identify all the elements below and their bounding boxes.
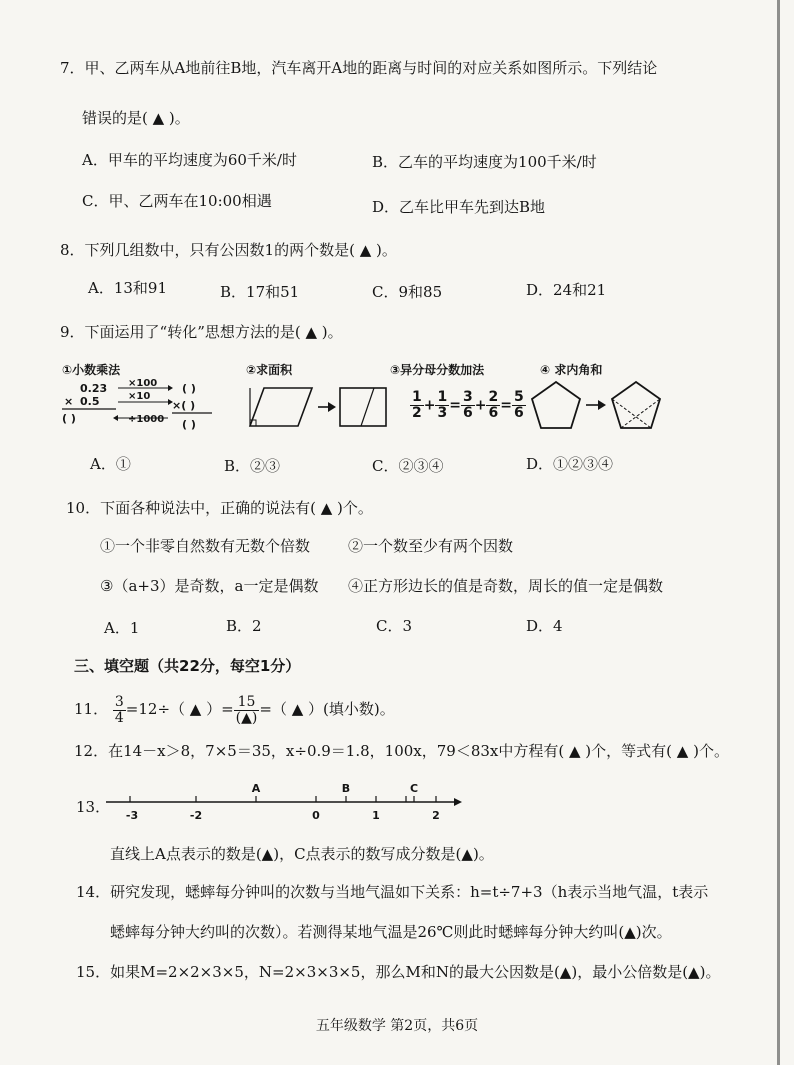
q10-statement-3: ③（a+3）是奇数，a一定是偶数	[100, 577, 319, 595]
q10-statement-2: ②一个数至少有两个因数	[348, 537, 514, 555]
q9-option-c: C．②③④	[372, 457, 444, 475]
q8-option-d: D．24和21	[526, 281, 607, 299]
fig1-top-number: 0.23	[80, 382, 108, 395]
q10-statement-4: ④正方形边长的值是奇数，周长的值一定是偶数	[348, 577, 664, 595]
q8-option-a: A．13和91	[88, 279, 168, 297]
fig1-right-blank1: ( )	[182, 382, 196, 395]
q9-figure3-fraction-sum: $\frac{1}{2}$ + $\frac{1}{3}$ = $\frac{3}{6}$ + $\frac{2}{6}$ = $\frac{5}{6}$	[412, 389, 524, 421]
q7-option-b: B．乙车的平均速度为100千米/时	[372, 153, 597, 171]
q9-option-b: B．②③	[224, 457, 281, 475]
q9-stem: 9．下面运用了“转化”思想方法的是( ▲ )。	[60, 323, 343, 341]
q9-option-d: D．①②③④	[526, 455, 614, 473]
q13-question: 直线上A点表示的数是(▲)，C点表示的数写成分数是(▲)。	[110, 845, 494, 863]
q11-fraction-15-blank: $\frac{15}{(▲)}$	[235, 693, 258, 726]
scan-edge-shadow	[777, 0, 780, 1065]
point-label-c: C	[409, 782, 419, 795]
q10-statement-1: ①一个非零自然数有无数个倍数	[100, 537, 311, 555]
fig1-label-div1000: ÷1000	[128, 414, 165, 425]
point-label-a: A	[251, 782, 261, 795]
q10-option-b: B．2	[226, 617, 262, 635]
tick-label-1: 1	[372, 809, 380, 822]
q11-fraction-3-4: $\frac{3}{4}$	[114, 693, 124, 726]
q14-line1: 14．研究发现，蟋蟀每分钟叫的次数与当地气温如下关系：h=t÷7+3（h表示当地气温，t表示	[76, 883, 709, 901]
fig1-right-blank3: ( )	[182, 418, 196, 431]
q9-figure4-pentagon	[528, 378, 676, 434]
fig1-times-sign: ×	[64, 395, 74, 408]
tick-label-0: 0	[312, 809, 320, 822]
q14-line2: 蟋蟀每分钟大约叫的次数）。若测得某地气温是26℃则此时蟋蟀每分钟大约叫(▲)次。	[110, 923, 672, 941]
q8-stem: 8．下列几组数中，只有公因数1的两个数是( ▲ )。	[60, 241, 397, 259]
page-footer: 五年级数学 第2页，共6页	[315, 1018, 479, 1034]
q7-stem-line1: 7．甲、乙两车从A地前往B地，汽车离开A地的距离与时间的对应关系如图所示。下列结论	[60, 59, 658, 77]
q8-option-b: B．17和51	[220, 283, 300, 301]
q9-figure2-area	[228, 382, 388, 432]
q10-option-d: D．4	[526, 617, 563, 635]
q11-equation: 11． $\frac{3}{4}$ =12÷（ ▲ ）= $\frac{15}{(▲)}$ =（ ▲ ）(填小数)。	[74, 693, 395, 726]
section-3-heading: 三、填空题（共22分，每空1分）	[74, 657, 301, 675]
q7-option-d: D．乙车比甲车先到达B地	[372, 198, 546, 216]
q10-option-c: C．3	[376, 617, 413, 635]
q13-number-line	[96, 780, 476, 824]
fig1-result-blank: ( )	[62, 412, 76, 425]
q7-option-c: C．甲、乙两车在10:00相遇	[82, 192, 272, 210]
q15-stem: 15．如果M=2×2×3×5，N=2×3×3×5，那么M和N的最大公因数是(▲)，最小公倍数是(▲)。	[76, 963, 721, 981]
point-label-b: B	[341, 782, 351, 795]
q8-option-c: C．9和85	[372, 283, 443, 301]
q10-stem: 10．下面各种说法中，正确的说法有( ▲ )个。	[66, 499, 373, 517]
q9-option-a: A．①	[90, 455, 131, 473]
q9-figure4-title: ④ 求内角和	[540, 363, 603, 377]
tick-label-minus-2: -2	[189, 809, 203, 822]
fig1-label-x10: ×10	[128, 391, 151, 402]
q9-figure2-title: ②求面积	[246, 363, 293, 377]
q13-number: 13．	[76, 798, 111, 816]
q7-option-a: A．甲车的平均速度为60千米/时	[82, 151, 297, 169]
tick-label-2: 2	[432, 809, 440, 822]
q9-figure1-title: ①小数乘法	[62, 363, 121, 377]
tick-label-minus-3: -3	[125, 809, 139, 822]
fig1-second-number: 0.5	[80, 395, 100, 408]
q10-option-a: A．1	[104, 619, 140, 637]
fig1-label-x100: ×100	[128, 378, 158, 389]
q12-stem: 12．在14－x＞8，7×5＝35，x÷0.9＝1.8，100x，79＜83x中方程有( ▲ )个，等式有( ▲ )个。	[74, 742, 729, 760]
q9-figure3-title: ③异分母分数加法	[390, 363, 485, 377]
fig1-right-times: ×( )	[172, 399, 196, 412]
q7-stem-line2: 错误的是( ▲ )。	[82, 109, 190, 127]
q9-figure1-decimal-mult	[60, 378, 220, 434]
